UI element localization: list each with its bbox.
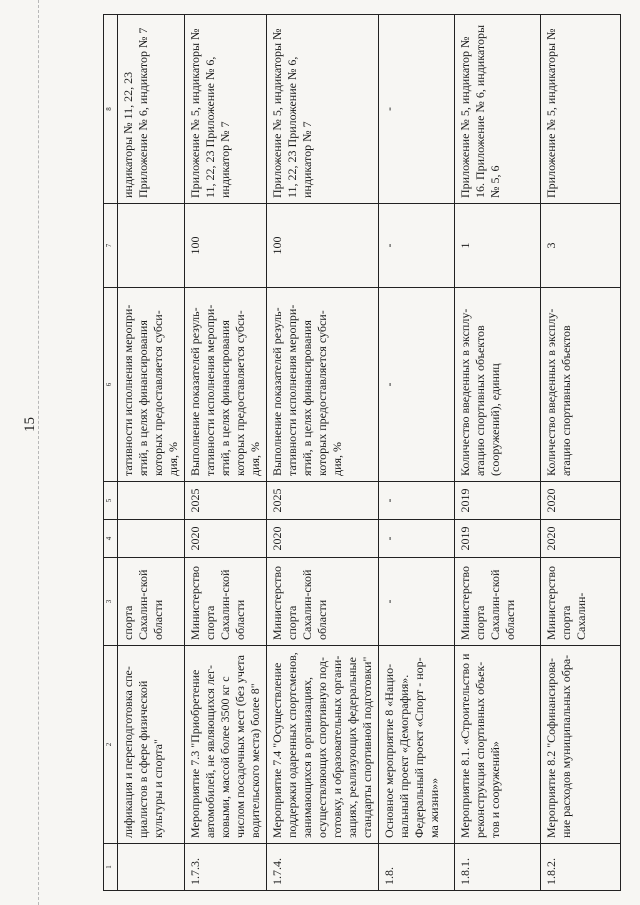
start-year: 2019 (455, 520, 541, 558)
col-number: 6 (104, 288, 118, 482)
program-table (103, 14, 621, 891)
col-number: 8 (104, 15, 118, 204)
end-year: 2025 (185, 482, 267, 520)
start-year: - (379, 520, 455, 558)
appendix-link: - (379, 15, 455, 204)
row-number (118, 844, 185, 891)
rotated-page (85, 0, 625, 905)
fold-line (38, 0, 39, 905)
page-stage (85, 0, 625, 905)
executor: Министерство спорта Сахалин- (541, 558, 621, 646)
end-year: 2025 (267, 482, 379, 520)
indicator: Выполнение показателей резуль-тативности исполнения меропри-ятий, в целях финансирования которых предоставляется субси-дия, % (267, 288, 379, 482)
measure-name: Мероприятие 8.2 "Софинансирова-ние расходов муниципальных обра- (541, 646, 621, 844)
appendix-link: индикаторы № 11, 22, 23 Приложение № 6, индикатор № 7 (118, 15, 185, 204)
target-value: 1 (455, 204, 541, 288)
executor: Министерство спорта Сахалин-ской области (267, 558, 379, 646)
target-value: 3 (541, 204, 621, 288)
appendix-link: Приложение № 5, индикаторы № 11, 22, 23 Приложение № 6, индикатор № 7 (267, 15, 379, 204)
measure-name: Мероприятие 8.1. «Строительство и реконструкция спортивных объек-тов и сооружений» (455, 646, 541, 844)
executor: - (379, 558, 455, 646)
col-number: 2 (104, 646, 118, 844)
indicator: Количество введенных в эксплу-атацию спортивных объектов (541, 288, 621, 482)
col-number: 7 (104, 204, 118, 288)
end-year (118, 482, 185, 520)
table-row (379, 15, 455, 891)
appendix-link: Приложение № 5, индикатор № 16. Приложение № 6, индикаторы № 5, 6 (455, 15, 541, 204)
row-number: 1.7.3. (185, 844, 267, 891)
row-number: 1.8. (379, 844, 455, 891)
col-number: 4 (104, 520, 118, 558)
indicator: Количество введенных в эксплу-атацию спортивных объектов (сооружений), единиц (455, 288, 541, 482)
measure-name: лификация и переподготовка спе-циалистов в сфере физической культуры и спорта" (118, 646, 185, 844)
table-row (118, 15, 185, 891)
row-number: 1.7.4. (267, 844, 379, 891)
indicator: тативности исполнения меропри-ятий, в целях финансирования которых предоставляется субси-дия, % (118, 288, 185, 482)
row-number: 1.8.1. (455, 844, 541, 891)
end-year: - (379, 482, 455, 520)
target-value: - (379, 204, 455, 288)
appendix-link: Приложение № 5, индикаторы № 11, 22, 23 Приложение № 6, индикатор № 7 (185, 15, 267, 204)
target-value (118, 204, 185, 288)
col-number: 3 (104, 558, 118, 646)
start-year (118, 520, 185, 558)
appendix-link: Приложение № 5, индикаторы № (541, 15, 621, 204)
table-row (541, 15, 621, 891)
table-row (185, 15, 267, 891)
col-number: 5 (104, 482, 118, 520)
executor: Министерство спорта Сахалин-ской области (185, 558, 267, 646)
measure-name: Мероприятие 7.4 "Осуществление поддержки одаренных спортсменов, занимающихся в организациях, осуществляющих спортивную под-готовку, и образовательных органи-зациях, реализующих федеральные стандарты спортивной подготовки" (267, 646, 379, 844)
col-number: 1 (104, 844, 118, 891)
end-year: 2019 (455, 482, 541, 520)
measure-name: Основное мероприятие 8 «Нацио-нальный проект «Демография». Федеральный проект «Спорт - нор-ма жизни»» (379, 646, 455, 844)
executor: Министерство спорта Сахалин-ской области (455, 558, 541, 646)
indicator: Выполнение показателей резуль-тативности исполнения меропри-ятий, в целях финансирования которых предоставляется субси-дия, % (185, 288, 267, 482)
end-year: 2020 (541, 482, 621, 520)
row-number: 1.8.2. (541, 844, 621, 891)
start-year: 2020 (267, 520, 379, 558)
measure-name: Мероприятие 7.3 "Приобретение автомобилей, не являющихся лег-ковыми, массой более 3500 кг с числом посадочных мест (без учета водительского места) более 8" (185, 646, 267, 844)
executor: спорта Сахалин-ской области (118, 558, 185, 646)
start-year: 2020 (541, 520, 621, 558)
table-row (267, 15, 379, 891)
indicator: - (379, 288, 455, 482)
start-year: 2020 (185, 520, 267, 558)
table-row (455, 15, 541, 891)
target-value: 100 (185, 204, 267, 288)
page-number: 15 (22, 417, 38, 432)
column-number-row (104, 15, 118, 891)
target-value: 100 (267, 204, 379, 288)
